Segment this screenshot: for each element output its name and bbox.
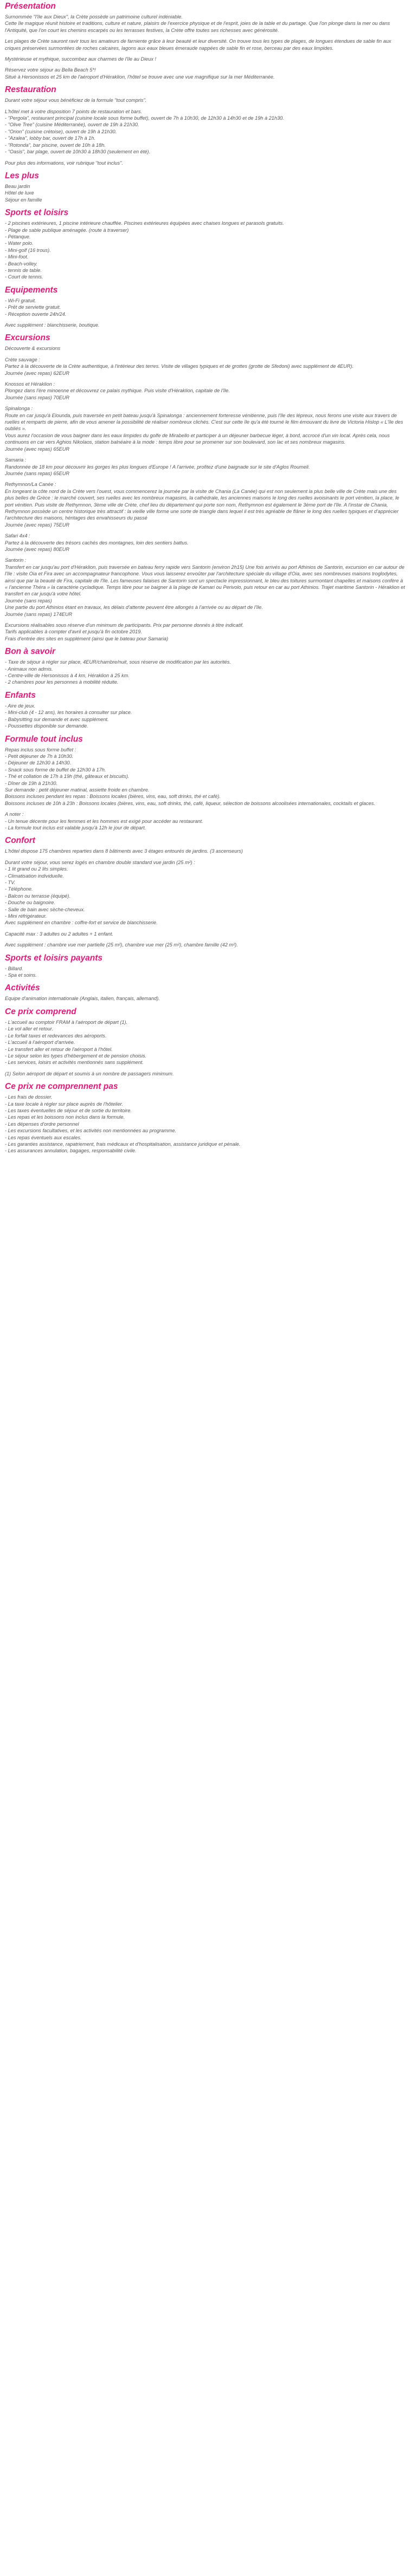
text-line: Excursions réalisables sous réserve d'un minimum de participants. Prix par personne donnés à titre indicatif. xyxy=(5,622,244,628)
text-line: - L'accueil à l'aéroport d'arrivée. xyxy=(5,1040,75,1046)
text-line: Boissons incluses de 10h à 23h : Boissons locales (bières, vins, eau, soft drinks, thé, café, liqueur, sélection de boissons alcoolisées internationales, cocktails et glaces. xyxy=(5,800,375,806)
text-line: Transfert en car jusqu'au port d'Héraklion, puis traversée en bateau ferry rapide vers Santorin (environ 2h15) Une fois arrivés au port Athinios de Santorin, excursion en car autour de l'île : visite Oia et Fira avec un accompagnateur francophone. Vous vous laisserez envoûter par l'architecture spéciale du village d'Oia, avec ses nombreuses maisons troglodytes, ainsi que par la beauté de Fira, capitale de l'île. Les fameuses falaises de Santorin sont un spectacle impressionnant, le bleu des toitures surmontant chapelles et maisons confère à « l'ancienne Théra » la caractérie cycladique. Temps libre pour se baigner à la plage de Kamari ou Perivolo, puis retour en car au port Athinios. Trajet maritime Santorin - Héraklion et transfert en car jusqu'à votre hôtel. xyxy=(5,564,405,597)
text-line: Samaria : xyxy=(5,457,27,463)
text-line: Les plages de Crète sauront ravir tous les amateurs de farniente grâce à leur beauté et leur diversité. On trouve tous les types de plages, de longues étendues de sable fin aux criques préservées surmontées de roches calcaires, lagons aux eaux bleues émeraude nappées de sable fin et rose, berceau par des eaux limpides. xyxy=(5,38,391,51)
paragraph xyxy=(5,533,406,553)
text-line: Journée (avec repas) 75EUR xyxy=(5,522,69,528)
text-line: - 2 chambres pour les personnes à mobilité réduite. xyxy=(5,679,119,685)
paragraph xyxy=(5,56,406,62)
text-line: - Balcon ou terrasse (équipé). xyxy=(5,893,71,899)
text-line: - Mini-golf (16 trous). xyxy=(5,247,51,253)
text-line: Capacité max : 3 adultes ou 2 adultes + 1 enfant. xyxy=(5,931,113,937)
text-line: - Wi-Fi gratuit. xyxy=(5,297,36,303)
text-line: - Salle de bain avec sèche-cheveux. xyxy=(5,906,85,912)
paragraph xyxy=(5,622,406,642)
text-line: - Le vol aller et retour. xyxy=(5,1026,54,1032)
paragraph xyxy=(5,1070,406,1077)
paragraph xyxy=(5,703,406,730)
section-title: Sports et loisirs payants xyxy=(5,953,103,963)
section-title: Bon à savoir xyxy=(5,647,56,657)
text-line: Beau jardin xyxy=(5,183,30,189)
text-line: Pour plus des informations, voir rubrique "tout inclus". xyxy=(5,160,123,166)
text-line: Durant votre séjour, vous serez logés en chambre double standard vue jardin (25 m²) : xyxy=(5,859,195,865)
text-line: - Douche ou baignoire. xyxy=(5,900,55,906)
text-line: Journée (avec repas) 65EUR xyxy=(5,446,69,452)
paragraph xyxy=(5,14,406,34)
paragraph xyxy=(5,811,406,831)
text-line: - Les taxes éventuelles de séjour et de sortie du territoire. xyxy=(5,1107,132,1113)
text-line: Rethymnon/La Canée : xyxy=(5,482,56,488)
section-title: Les plus xyxy=(5,171,39,180)
paragraph xyxy=(5,160,406,166)
text-line: - Thé et collation de 17h à 19h (thé, gâteaux et biscuits). xyxy=(5,774,130,780)
text-line: - Téléphone. xyxy=(5,886,33,892)
text-line: Partez à la découverte des trésors cachés des montagnes, loin des sentiers battus. xyxy=(5,540,189,546)
text-line: - Réception ouverte 24h/24. xyxy=(5,311,67,317)
text-line: Journée (avec repas) 80EUR xyxy=(5,546,69,552)
text-line: - Les excursions facultatives, et les activités non mentionnées au programme. xyxy=(5,1128,177,1134)
text-line: - "Orion" (cuisine crétoise), ouvert de 19h à 21h30. xyxy=(5,128,117,134)
text-line: - Mini-foot. xyxy=(5,254,29,260)
paragraph xyxy=(5,356,406,377)
text-line: Vous aurez l'occasion de vous baigner dans les eaux limpides du golfe de Mirabello et participer à un déjeuner barbecue léger, à bord, accrocé d'un vin local. Après cela, nous continuons en car vers Aghios Nikolaos, station balnéaire à la mode : temps libre pour se promener sur son boulevard, son lac et ses nombreux magasins. xyxy=(5,432,390,445)
text-line: - Mini-club (4 - 12 ans), les horaires à consulter sur place. xyxy=(5,710,132,716)
text-line: L'hôtel met à votre disposition 7 points de restauration et bars. xyxy=(5,108,143,114)
text-line: - Le forfait taxes et redevances des aéroports. xyxy=(5,1033,107,1039)
text-line: - Pétanque. xyxy=(5,233,31,239)
text-line: - Prêt de serviette gratuit. xyxy=(5,304,61,310)
text-line: A noter : xyxy=(5,812,24,817)
text-line: Avec supplément en chambre : coffre-fort et service de blanchisserie. xyxy=(5,920,158,926)
paragraph xyxy=(5,942,406,948)
text-line: - Spa et soins. xyxy=(5,972,37,978)
text-line: - La formule tout inclus est valable jusqu'à 12h le jour de départ. xyxy=(5,825,146,830)
text-line: - La taxe locale à régler sur place auprès de l'hôtelier. xyxy=(5,1101,123,1107)
text-line: En longeant la côte nord de la Crète vers l'ouest, vous commencerez la journée par la visite de Chania (La Canée) qui est non seulement la plus belle ville de Crète mais une des plus belles de Grèce : le marché couvert, ses ruelles avec les nombreux magasins, la cathédrale, les anciennes maisons le long des ruelles avoisinants le port vénitien, la place, le port vénitien. Puis visite de Rethymnon, 3ème ville de Crète, chef lieu du département qui porte son nom, Rethymnon est également le 3ème port de l'île. A l'instar de Chania, Rethymnon possède un centre historique très attractif : la vieille ville forme une sorte de triangle dans lequel il est très agréable de flâner le long des ruelles typiques et d'apprécier l'architecture des maisons, héritages des envahisseurs du passé xyxy=(5,488,400,521)
paragraph xyxy=(5,659,406,686)
text-line: Journée (sans repas) xyxy=(5,598,52,604)
paragraph xyxy=(5,67,406,80)
section-title: Ce prix comprend xyxy=(5,1007,76,1016)
paragraph xyxy=(5,183,406,203)
text-line: - Billard. xyxy=(5,965,23,971)
text-line: - Water polo. xyxy=(5,241,34,246)
text-line: - Un tenue décente pour les femmes et les hommes est exigé pour accéder au restaurant. xyxy=(5,818,203,824)
paragraph xyxy=(5,995,406,1002)
text-line: - "Azalea", lobby bar, ouvert de 17h à 1h. xyxy=(5,135,95,141)
section-title: Restauration xyxy=(5,85,56,95)
section-title: Activités xyxy=(5,983,40,993)
section-title: Enfants xyxy=(5,690,36,700)
paragraph xyxy=(5,405,406,452)
text-line: Avec supplément : blanchisserie, boutique. xyxy=(5,322,100,328)
paragraph xyxy=(5,557,406,618)
paragraph xyxy=(5,859,406,926)
text-line: - Les services, loisirs et activités mentionnés sans supplément. xyxy=(5,1060,144,1066)
section-title: Confort xyxy=(5,836,35,846)
text-line: Journée (avec repas) 62EUR xyxy=(5,370,69,376)
text-line: - Babysitting sur demande et avec supplément. xyxy=(5,716,109,722)
text-line: L'hôtel dispose 175 chambres reparties dans 8 bâtiments avec 3 étages entourés de jardins. (3 ascenseurs) xyxy=(5,848,243,854)
text-line: - TV. xyxy=(5,880,16,885)
text-line: Tarifs applicables à compter d'avril et jusqu'à fin octobre 2019. xyxy=(5,629,142,635)
text-line: - Dîner de 19h à 21h30. xyxy=(5,780,58,786)
paragraph xyxy=(5,322,406,328)
text-line: - "Rotonda", bar piscine, ouvert de 10h à 18h. xyxy=(5,142,106,148)
text-line: - Court de tennis. xyxy=(5,274,43,280)
text-line: - Le séjour selon les types d'hébergement et de pension choisis. xyxy=(5,1053,147,1059)
text-line: - Beach-volley. xyxy=(5,261,38,267)
text-line: Knossos et Héraklion : xyxy=(5,381,55,387)
text-line: - Mini réfrigérateur. xyxy=(5,913,47,919)
text-line: Surnommée "l'île aux Dieux", la Crète possède un patrimoine culturel indéniable. xyxy=(5,14,183,20)
text-line: Sur demande : petit déjeuner matinal, assiette froide en chambre. xyxy=(5,787,150,793)
text-line: Partez à la découverte de la Crète authentique, à l'intérieur des terres. Visite de villages typiques et de grottes (grotte de Sfedoni) avec supplément de 4EUR). xyxy=(5,364,354,369)
section-title: Formule tout inclus xyxy=(5,734,83,744)
text-line: Mystérieuse et mythique, succombez aux charmes de l'île au Dieux ! xyxy=(5,56,157,62)
text-line: - Snack sous forme de buffet de 12h30 à 17h. xyxy=(5,767,106,773)
text-line: Repas inclus sous forme buffet : xyxy=(5,747,76,752)
paragraph xyxy=(5,457,406,477)
text-line: Réservez votre séjour au Bella Beach 5*! xyxy=(5,67,96,73)
text-line: - L'accueil au comptoir FRAM à l'aéroport de départ (1). xyxy=(5,1019,128,1025)
text-line: Durant votre séjour vous bénéficiez de la formule "tout compris". xyxy=(5,98,147,103)
paragraph xyxy=(5,481,406,528)
text-line: - tennis de table. xyxy=(5,267,42,273)
section-title: Présentation xyxy=(5,2,56,11)
paragraph xyxy=(5,747,406,807)
text-line: Cette île magique réunit histoire et traditions, culture et nature, plaisirs de l'exercice physique et de l'esprit, joies de la table et du partage. Que l'on plonge dans la mer ou dans l'Antiquité, que l'on court les chemins escarpés ou les terrasses festives, la Crète offre toutes ses richesses avec générosité. xyxy=(5,21,390,33)
text-line: - Climatisation individuelle. xyxy=(5,873,64,879)
text-line: - "Pergola", restaurant principal (cuisine locale sous forme buffet), ouvert de 7h à 10h30, de 12h30 à 14h30 et de 19h à 21h30. xyxy=(5,115,284,121)
paragraph xyxy=(5,108,406,155)
paragraph xyxy=(5,220,406,281)
section-title: Equipements xyxy=(5,285,58,295)
paragraph xyxy=(5,931,406,937)
text-line: Découverte & excursions xyxy=(5,346,61,352)
text-line: Santorin : xyxy=(5,557,27,563)
text-line: - Les frais de dossier. xyxy=(5,1094,53,1100)
paragraph xyxy=(5,965,406,979)
text-line: Safari 4x4 : xyxy=(5,533,30,539)
text-line: - "Olive Tree" (cuisine Méditerranée), ouvert de 19h à 21h30. xyxy=(5,122,139,128)
paragraph xyxy=(5,848,406,854)
text-line: Plongez dans l'ère minoenne et découvrez ce palais mythique. Puis visite d'Héraklion, capitale de l'île. xyxy=(5,388,230,394)
text-line: - Animaux non admis. xyxy=(5,666,53,672)
paragraph xyxy=(5,38,406,51)
text-line: (1) Selon aéroport de départ et soumis à un nombre de passagers minimum. xyxy=(5,1070,174,1076)
text-line: - Petit déjeuner de 7h à 10h30. xyxy=(5,753,74,759)
section-title: Excursions xyxy=(5,333,50,343)
section-title: Ce prix ne comprennent pas xyxy=(5,1082,118,1092)
page xyxy=(0,1,411,1154)
paragraph xyxy=(5,345,406,352)
text-line: Crète sauvage : xyxy=(5,356,40,362)
text-line: - "Oasis", bar plage, ouvert de 10h30 à 18h30 (seulement en été). xyxy=(5,149,151,155)
text-line: - Plage de sable publique aménagée. (route à traverser) xyxy=(5,227,129,233)
section-title: Sports et loisirs xyxy=(5,208,69,218)
paragraph xyxy=(5,297,406,317)
text-line: - Les repas éventuels aux escales. xyxy=(5,1134,82,1140)
text-line: - 2 piscines extérieures, 1 piscine intérieure chauffée. Piscines extérieures équipées avec chaises longues et parasols gratuits. xyxy=(5,220,284,226)
text-line: Une partie du port Athinios étant en travaux, les délais d'attente peuvent être allongés à l'arrivée ou au départ de l'île. xyxy=(5,605,263,611)
text-line: - 1 lit grand ou 2 lits simples. xyxy=(5,866,68,872)
text-line: - Les repas et les boissons non inclus dans la formule. xyxy=(5,1114,125,1120)
text-line: Randonnée de 18 km pour découvrir les gorges les plus longues d'Europe ! A l'arrivée, profitez d'une baignade sur le site d'Aglos Roumeli. xyxy=(5,464,310,470)
text-line: - Taxe de séjour à régler sur place, 4EUR/chambre/nuit, sous réserve de modification par les autorités. xyxy=(5,659,231,665)
text-line: Séjour en famille xyxy=(5,197,42,203)
text-line: Situé à Hersonissos et 25 km de l'aéroport d'Héraklion, l'hôtel se trouve avec une vue magnifique sur la mer Méditerranée. xyxy=(5,74,275,80)
text-line: Spinalonga : xyxy=(5,406,33,412)
text-line: Journée (sans repas) 70EUR xyxy=(5,394,69,400)
paragraph xyxy=(5,1094,406,1154)
text-line: Avec supplément : chambre vue mer partielle (25 m²), chambre vue mer (25 m²), chambre famille (42 m²). xyxy=(5,942,238,948)
text-line: - Les garanties assistance, rapatriement, frais médicaux et d'hospitalisation, assistance juridique et pénale. xyxy=(5,1141,241,1147)
text-line: Hôtel de luxe xyxy=(5,190,34,196)
paragraph xyxy=(5,97,406,103)
text-line: - Les dépenses d'ordre personnel xyxy=(5,1121,79,1127)
paragraph xyxy=(5,1019,406,1066)
text-line: - Les assurances annulation, bagages, responsabilité civile. xyxy=(5,1148,137,1154)
paragraph xyxy=(5,381,406,401)
text-line: - Le transfert aller et retour de l'aéroport à l'hôtel. xyxy=(5,1046,113,1052)
text-line: Equipe d'animation internationale (Anglais, italien, français, allemand). xyxy=(5,996,160,1002)
text-line: Journée (sans repas) 174EUR xyxy=(5,611,73,617)
text-line: - Aire de jeux. xyxy=(5,703,36,709)
text-line: - Poussettes disponible sur demande. xyxy=(5,723,88,729)
text-line: Frais d'entrée des sites en supplément (ainsi que le bateau pour Samaria) xyxy=(5,635,169,641)
text-line: - Déjeuner de 12h30 à 14h30. xyxy=(5,760,72,766)
text-line: - Centre-ville de Hersonissos à 4 km, Héraklion à 25 km. xyxy=(5,673,130,679)
text-line: Boissons incluses pendant les repas : Boissons locales (bières, vins, eau, soft drinks, thé et café). xyxy=(5,794,221,800)
text-line: Journée (sans repas) 65EUR xyxy=(5,470,69,476)
text-line: Route en car jusqu'à Elounda, puis traversée en petit bateau jusqu'à Spinalonga : anciennement forteresse vénitienne, puis l'île des lépreux, nous ferons une visite aux travers de ruelles et remparts de pierre, afin de vous amener la possibilité de réaliser nombreux clichés. C'est sur cette île qu'a été tourné le film émouvant du livre de Victoria Hislop « L'île des oubliés ». xyxy=(5,412,403,432)
